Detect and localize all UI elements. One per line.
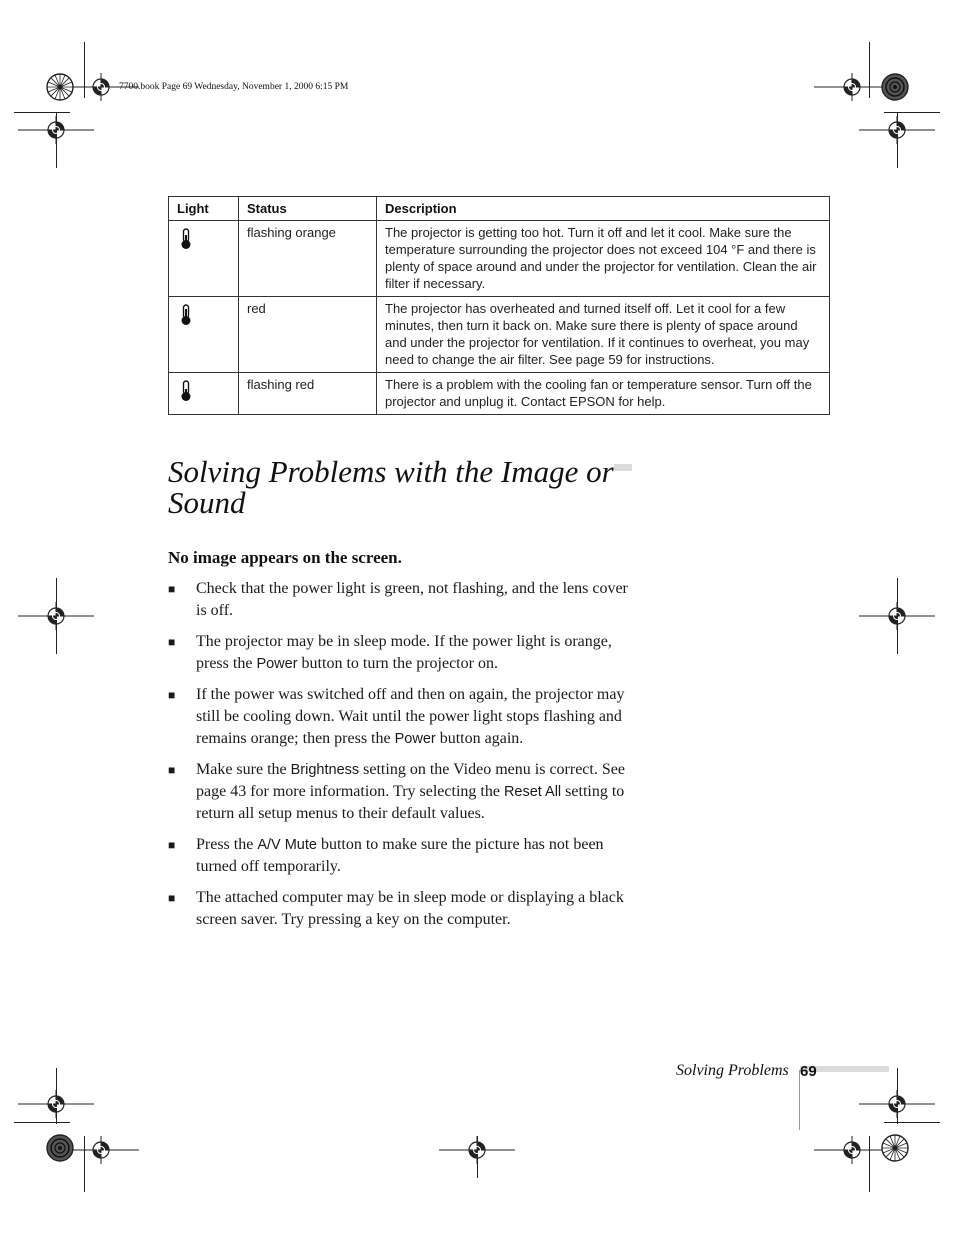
bullet-square-icon: ■ [168,635,176,649]
page-number: 69 [800,1063,817,1080]
description-cell: The projector has overheated and turned itself off. Let it cool for a few minutes, then turn it back on. Make sure there is plenty of space around and under the projector for ventilation. If it continues to overheat, you may need to change the air filter. See page 59 for instructions. [377,297,830,373]
list-item: ■ Press the A/V Mute button to make sure the picture has not been turned off temporarily. [168,836,604,875]
troubleshooting-list [168,578,638,940]
table-row [169,373,830,415]
thermometer-icon [180,228,192,250]
table-row [169,297,830,373]
bullet-square-icon: ■ [168,891,176,905]
list-item: ■ The projector may be in sleep mode. If the power light is orange, press the Power button to turn the projector on. [168,633,612,672]
list-item: ■ Check that the power light is green, not flashing, and the lens cover is off. [168,580,628,619]
description-cell: There is a problem with the cooling fan or temperature sensor. Turn off the projector and unplug it. Contact EPSON for help. [377,373,830,415]
list-item: ■ Make sure the Brightness setting on the Video menu is correct. See page 43 for more information. Try selecting the Reset All setting to return all setup menus to their default values. [168,761,625,822]
setting-name: Brightness [290,762,360,778]
thermometer-icon [180,304,192,326]
column-header-description: Description [377,197,830,221]
bullet-square-icon: ■ [168,838,176,852]
bullet-square-icon: ■ [168,763,176,777]
list-item: ■ If the power was switched off and then on again, the projector may still be cooling down. Wait until the power light stops flashing and remains orange; then press the Power button again. [168,686,625,747]
setting-name: Reset All [503,784,562,800]
table-header-row [169,197,830,221]
thermometer-icon [180,380,192,402]
status-cell: red [239,297,377,373]
button-name: A/V Mute [257,837,317,853]
section-title: Solving Problems with the Image or Sound [168,454,614,520]
status-light-table [168,196,830,415]
bullet-square-icon: ■ [168,582,176,596]
status-cell: flashing red [239,373,377,415]
column-header-light: Light [169,197,239,221]
footer-chapter-title: Solving Problems [676,1062,789,1079]
button-name: Power [256,656,298,672]
bullet-square-icon: ■ [168,688,176,702]
table-row [169,221,830,297]
status-cell: flashing orange [239,221,377,297]
column-header-status: Status [239,197,377,221]
print-slug: 7700.book Page 69 Wednesday, November 1, 2000 6:15 PM [119,82,349,92]
list-item: ■ The attached computer may be in sleep mode or displaying a black screen saver. Try pressing a key on the computer. [168,889,624,928]
subheading: No image appears on the screen. [168,548,402,567]
description-cell: The projector is getting too hot. Turn it off and let it cool. Make sure the temperature surrounding the projector does not exceed 104 °F and there is plenty of space around and under the projector for ventilation. Clean the air filter if necessary. [377,221,830,297]
button-name: Power [394,731,436,747]
